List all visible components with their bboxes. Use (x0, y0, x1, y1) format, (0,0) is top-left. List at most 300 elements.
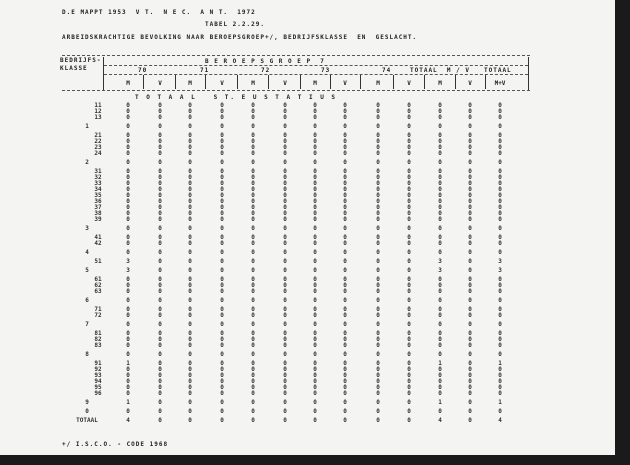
table-cell: 0 (376, 240, 380, 247)
table-cell: 0 (343, 399, 347, 406)
row-code: 13 (94, 114, 102, 121)
table-cell: 0 (313, 132, 317, 139)
table-cell: 0 (313, 249, 317, 256)
table-cell: 0 (313, 192, 317, 199)
table-cell: 0 (376, 330, 380, 337)
table-cell: 0 (126, 198, 130, 205)
table-cell: 0 (220, 216, 224, 223)
table-cell: 0 (313, 372, 317, 379)
row-code: 8 (85, 351, 89, 358)
table-cell: 0 (438, 132, 442, 139)
subtotal-row (0, 268, 615, 274)
table-cell: 0 (220, 168, 224, 175)
table-cell: 0 (468, 366, 472, 373)
table-cell: 0 (158, 204, 162, 211)
divider (455, 75, 456, 89)
table-cell: 0 (188, 372, 192, 379)
table-cell: 0 (158, 378, 162, 385)
table-cell: 0 (283, 408, 287, 415)
table-cell: 1 (126, 399, 130, 406)
row-group (0, 277, 615, 304)
table-cell: 0 (498, 288, 502, 295)
subcolumn-header: M (313, 80, 317, 87)
table-cell: 0 (158, 399, 162, 406)
table-cell: 0 (343, 192, 347, 199)
table-cell: 4 (438, 417, 442, 424)
table-cell: 0 (313, 240, 317, 247)
table-cell: 0 (343, 102, 347, 109)
table-cell: 0 (343, 321, 347, 328)
group-74: 74 (382, 67, 392, 74)
table-cell: 0 (376, 390, 380, 397)
table-cell: 0 (498, 102, 502, 109)
table-cell: 0 (468, 417, 472, 424)
table-cell: 0 (376, 351, 380, 358)
row-code: 33 (94, 180, 102, 187)
table-cell: 0 (188, 216, 192, 223)
table-cell: 0 (313, 330, 317, 337)
table-cell: 0 (498, 408, 502, 415)
table-cell: 1 (498, 360, 502, 367)
table-cell: 0 (343, 384, 347, 391)
table-cell: 0 (313, 114, 317, 121)
table-cell: 0 (126, 216, 130, 223)
table-cell: 0 (158, 306, 162, 313)
table-cell: 0 (438, 336, 442, 343)
table-cell: 3 (498, 267, 502, 274)
table-cell: 0 (498, 225, 502, 232)
table-cell: 0 (283, 204, 287, 211)
row-code: 38 (94, 210, 102, 217)
table-cell: 0 (220, 282, 224, 289)
table-cell: 0 (376, 306, 380, 313)
table-cell: 0 (313, 366, 317, 373)
table-cell: 3 (438, 258, 442, 265)
table-cell: 0 (220, 417, 224, 424)
table-cell: 0 (251, 408, 255, 415)
table-cell: 0 (376, 204, 380, 211)
table-cell: 0 (220, 123, 224, 130)
table-cell: 0 (126, 297, 130, 304)
table-cell: 0 (220, 366, 224, 373)
row-code: 11 (94, 102, 102, 109)
table-cell: 0 (158, 123, 162, 130)
divider (237, 75, 238, 89)
subcolumn-header: M+V (494, 80, 506, 87)
table-cell: 0 (313, 168, 317, 175)
row-header: BEDRIJFS- KLASSE (60, 57, 102, 72)
table-cell: 0 (126, 366, 130, 373)
table-cell: 0 (438, 312, 442, 319)
table-cell: 0 (468, 351, 472, 358)
row-code: 51 (94, 258, 102, 265)
table-cell: 0 (188, 366, 192, 373)
table-cell: 0 (468, 114, 472, 121)
table-cell: 0 (220, 306, 224, 313)
table-cell: 0 (407, 408, 411, 415)
table-cell: 0 (468, 390, 472, 397)
table-cell: 0 (283, 210, 287, 217)
table-cell: 0 (498, 204, 502, 211)
group-header: B E R O E P S G R O E P 7 (205, 58, 325, 65)
row-code: 37 (94, 204, 102, 211)
table-cell: 0 (407, 360, 411, 367)
table-cell: 0 (283, 240, 287, 247)
row-group (0, 235, 615, 256)
row-code: 34 (94, 186, 102, 193)
table-cell: 0 (126, 138, 130, 145)
table-cell: 0 (376, 342, 380, 349)
table-cell: 0 (220, 399, 224, 406)
table-cell: 0 (158, 282, 162, 289)
table-cell: 0 (188, 258, 192, 265)
table-row (0, 259, 615, 265)
table-cell: 0 (438, 225, 442, 232)
table-cell: 0 (468, 297, 472, 304)
row-code: 94 (94, 378, 102, 385)
table-cell: 0 (438, 168, 442, 175)
subcolumn-header: M (251, 80, 255, 87)
table-cell: 0 (313, 138, 317, 145)
table-cell: 0 (313, 384, 317, 391)
table-cell: 0 (407, 321, 411, 328)
table-cell: 0 (468, 330, 472, 337)
row-code: 31 (94, 168, 102, 175)
table-cell: 0 (468, 150, 472, 157)
row-code: 9 (85, 399, 89, 406)
table-cell: 0 (407, 267, 411, 274)
table-cell: 0 (220, 225, 224, 232)
divider (485, 75, 486, 89)
table-cell: 0 (188, 123, 192, 130)
table-cell: 0 (158, 180, 162, 187)
table-cell: 0 (126, 102, 130, 109)
table-cell: 0 (498, 132, 502, 139)
table-cell: 0 (126, 276, 130, 283)
table-cell: 0 (220, 240, 224, 247)
table-cell: 0 (158, 192, 162, 199)
divider (300, 75, 301, 89)
table-cell: 0 (438, 408, 442, 415)
row-code: 35 (94, 192, 102, 199)
row-code: 93 (94, 372, 102, 379)
divider (62, 55, 530, 56)
table-cell: 0 (126, 306, 130, 313)
table-cell: 0 (251, 276, 255, 283)
table-cell: 0 (126, 312, 130, 319)
table-cell: 0 (438, 351, 442, 358)
table-cell: 0 (220, 297, 224, 304)
divider (205, 75, 206, 89)
table-cell: 0 (283, 321, 287, 328)
table-cell: 0 (468, 225, 472, 232)
subcolumn-header: M (126, 80, 130, 87)
table-cell: 0 (468, 258, 472, 265)
table-cell: 0 (313, 258, 317, 265)
row-code: 61 (94, 276, 102, 283)
table-cell: 0 (438, 240, 442, 247)
table-cell: 0 (126, 123, 130, 130)
row-code: 12 (94, 108, 102, 115)
table-cell: 0 (283, 225, 287, 232)
table-cell: 0 (407, 240, 411, 247)
table-cell: 0 (158, 384, 162, 391)
table-cell: 0 (158, 276, 162, 283)
table-cell: 0 (376, 174, 380, 181)
table-cell: 0 (283, 312, 287, 319)
table-cell: 0 (438, 138, 442, 145)
table-cell: 0 (343, 288, 347, 295)
table-number: TABEL 2.2.29. (205, 21, 265, 28)
table-cell: 0 (283, 234, 287, 241)
table-cell: 0 (220, 108, 224, 115)
group-72: 72 (261, 67, 271, 74)
table-cell: 0 (126, 114, 130, 121)
table-cell: 0 (126, 144, 130, 151)
table-cell: 0 (343, 168, 347, 175)
table-cell: 0 (468, 267, 472, 274)
table-cell: 0 (407, 132, 411, 139)
table-cell: 0 (220, 312, 224, 319)
table-cell: 0 (251, 108, 255, 115)
header-line: D.E MAPPT 1953 V T. N E C. A N T. 1972 (62, 9, 256, 16)
table-cell: 0 (343, 342, 347, 349)
table-cell: 0 (251, 330, 255, 337)
divider (104, 65, 528, 66)
subtotal-row (0, 250, 615, 256)
table-cell: 0 (407, 123, 411, 130)
table-cell: 0 (126, 330, 130, 337)
table-cell: 0 (251, 198, 255, 205)
table-cell: 0 (251, 399, 255, 406)
table-cell: 0 (158, 267, 162, 274)
table-cell: 0 (158, 216, 162, 223)
table-cell: 0 (188, 321, 192, 328)
table-cell: 0 (251, 312, 255, 319)
table-cell: 0 (188, 159, 192, 166)
subtotal-row (0, 124, 615, 130)
table-cell: 0 (283, 342, 287, 349)
table-cell: 0 (376, 138, 380, 145)
table-cell: 0 (251, 174, 255, 181)
table-cell: 0 (468, 288, 472, 295)
table-cell: 0 (407, 249, 411, 256)
subcolumn-header: M (376, 80, 380, 87)
table-cell: 0 (376, 408, 380, 415)
table-cell: 0 (468, 312, 472, 319)
table-cell: 0 (376, 312, 380, 319)
table-cell: 0 (498, 168, 502, 175)
table-cell: 0 (220, 321, 224, 328)
table-cell: 0 (251, 186, 255, 193)
table-cell: 0 (251, 297, 255, 304)
table-cell: 0 (343, 378, 347, 385)
subcolumn-header: V (158, 80, 162, 87)
subtotal-row (0, 160, 615, 166)
table-cell: 0 (438, 282, 442, 289)
table-cell: 0 (220, 198, 224, 205)
subcolumn-header: V (343, 80, 347, 87)
table-cell: 0 (220, 249, 224, 256)
row-code: TOTAAL (76, 417, 98, 424)
table-cell: 0 (313, 186, 317, 193)
table-cell: 0 (220, 258, 224, 265)
table-cell: 0 (468, 192, 472, 199)
subcolumn-header: V (283, 80, 287, 87)
subcolumn-header: V (468, 80, 472, 87)
table-cell: 0 (158, 249, 162, 256)
table-cell: 0 (376, 192, 380, 199)
table-cell: 0 (438, 321, 442, 328)
row-code: 2 (85, 159, 89, 166)
table-cell: 0 (158, 258, 162, 265)
table-cell: 0 (283, 174, 287, 181)
table-cell: 0 (158, 360, 162, 367)
table-cell: 0 (498, 159, 502, 166)
table-cell: 0 (407, 330, 411, 337)
table-cell: 0 (188, 186, 192, 193)
table-cell: 0 (498, 210, 502, 217)
table-cell: 0 (376, 372, 380, 379)
table-cell: 0 (468, 306, 472, 313)
table-cell: 0 (313, 378, 317, 385)
table-cell: 0 (283, 168, 287, 175)
table-cell: 0 (251, 150, 255, 157)
table-cell: 0 (220, 186, 224, 193)
table-cell: 0 (313, 267, 317, 274)
table-cell: 0 (188, 234, 192, 241)
table-cell: 0 (407, 186, 411, 193)
table-cell: 0 (313, 150, 317, 157)
table-cell: 0 (220, 267, 224, 274)
row-group (0, 103, 615, 130)
table-cell: 0 (313, 360, 317, 367)
table-cell: 0 (188, 138, 192, 145)
table-cell: 0 (407, 210, 411, 217)
table-cell: 0 (498, 390, 502, 397)
table-cell: 0 (468, 198, 472, 205)
table-cell: 0 (283, 198, 287, 205)
table-cell: 0 (158, 186, 162, 193)
table-cell: 0 (498, 144, 502, 151)
table-cell: 0 (438, 186, 442, 193)
divider (175, 75, 176, 89)
table-cell: 0 (498, 249, 502, 256)
table-cell: 0 (376, 417, 380, 424)
table-cell: 0 (158, 198, 162, 205)
table-cell: 0 (407, 114, 411, 121)
table-cell: 0 (220, 132, 224, 139)
row-code: 21 (94, 132, 102, 139)
table-cell: 0 (126, 408, 130, 415)
table-cell: 0 (407, 351, 411, 358)
table-cell: 0 (313, 180, 317, 187)
table-cell: 0 (188, 192, 192, 199)
table-cell: 0 (313, 225, 317, 232)
table-cell: 0 (407, 204, 411, 211)
table-cell: 0 (188, 342, 192, 349)
table-cell: 0 (376, 360, 380, 367)
table-cell: 0 (468, 132, 472, 139)
table-cell: 0 (407, 312, 411, 319)
table-cell: 0 (251, 123, 255, 130)
table-cell: 0 (407, 384, 411, 391)
table-cell: 0 (220, 276, 224, 283)
table-cell: 0 (158, 108, 162, 115)
table-cell: 0 (376, 267, 380, 274)
table-cell: 0 (313, 276, 317, 283)
table-cell: 0 (407, 336, 411, 343)
table-cell: 0 (158, 342, 162, 349)
table-cell: 0 (498, 123, 502, 130)
table-cell: 0 (343, 204, 347, 211)
table-cell: 0 (376, 225, 380, 232)
table-cell: 0 (468, 216, 472, 223)
table-cell: 0 (126, 378, 130, 385)
table-cell: 0 (438, 342, 442, 349)
table-cell: 0 (251, 249, 255, 256)
table-cell: 0 (498, 372, 502, 379)
table-cell: 0 (343, 282, 347, 289)
table-cell: 0 (188, 114, 192, 121)
table-cell: 0 (158, 144, 162, 151)
table-cell: 0 (158, 288, 162, 295)
table-cell: 0 (283, 150, 287, 157)
group-70: 70 (138, 67, 148, 74)
totaal-mv-header: TOTAAL M / V (410, 67, 470, 74)
table-cell: 0 (251, 321, 255, 328)
table-cell: 0 (468, 372, 472, 379)
table-cell: 0 (498, 240, 502, 247)
table-cell: 0 (498, 312, 502, 319)
table-body (0, 103, 615, 427)
table-cell: 0 (220, 174, 224, 181)
table-cell: 0 (283, 114, 287, 121)
totaal-header: TOTAAL (484, 67, 512, 74)
table-cell: 0 (407, 417, 411, 424)
table-cell: 0 (283, 282, 287, 289)
table-cell: 0 (251, 168, 255, 175)
table-cell: 0 (126, 210, 130, 217)
table-cell: 0 (188, 408, 192, 415)
table-cell: 0 (188, 378, 192, 385)
row-code: 91 (94, 360, 102, 367)
table-cell: 0 (407, 342, 411, 349)
table-cell: 0 (313, 210, 317, 217)
table-cell: 0 (220, 210, 224, 217)
table-cell: 0 (376, 132, 380, 139)
subcolumn-header: V (407, 80, 411, 87)
divider (393, 75, 394, 89)
table-cell: 0 (407, 174, 411, 181)
table-cell: 0 (283, 132, 287, 139)
table-cell: 0 (343, 174, 347, 181)
table-cell: 0 (126, 168, 130, 175)
subtotal-row (0, 298, 615, 304)
group-71: 71 (200, 67, 210, 74)
table-cell: 0 (158, 240, 162, 247)
table-cell: 0 (188, 174, 192, 181)
table-cell: 0 (126, 174, 130, 181)
table-cell: 0 (220, 180, 224, 187)
table-cell: 0 (376, 336, 380, 343)
table-cell: 0 (498, 216, 502, 223)
table-cell: 0 (313, 204, 317, 211)
table-cell: 0 (343, 276, 347, 283)
table-cell: 0 (188, 267, 192, 274)
table-cell: 0 (343, 138, 347, 145)
table-cell: 0 (498, 276, 502, 283)
